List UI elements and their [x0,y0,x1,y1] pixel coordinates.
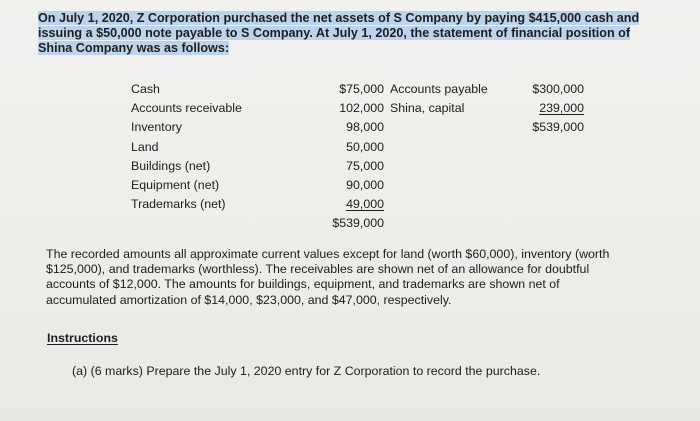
intro-line-1: On July 1, 2020, Z Corporation purchased the net assets of S Company by paying $415,000 cash and [38,11,640,25]
intro-line-3: Shina Company was as follows: [38,41,230,56]
asset-amounts-column [318,80,384,234]
paragraph-line: accounts of $12,000. The amounts for buildings, equipment, and trademarks are shown net of [46,277,560,292]
paragraph-line: accumulated amortization of $14,000, $23,000, and $47,000, respectively. [46,292,452,307]
asset-amount: 49,000 [346,197,384,212]
intro-line-2: issuing a $50,000 note payable to S Company. At July 1, 2020, the statement of financial position of [38,26,631,41]
liabilities-amounts-column [522,80,584,138]
asset-label: Buildings (net) [131,158,211,173]
paragraph-line: $125,000), and trademarks (worthless). The receivables are shown net of an allowance for doubtful [46,262,590,277]
paragraph-line: The recorded amounts all approximate current values except for land (worth $60,000), inventory (worth [46,247,610,261]
asset-amount: 102,000 [339,101,384,116]
asset-amount: 50,000 [346,139,384,154]
asset-amount: 98,000 [346,120,384,135]
equity-amount: 239,000 [539,101,584,116]
liabilities-labels-column [390,80,488,118]
instructions-heading: Instructions [47,331,118,345]
intro-paragraph [38,11,663,57]
equity-label: Shina, capital [390,101,465,116]
asset-label: Inventory [131,120,182,135]
asset-amount: $75,000 [339,82,384,96]
asset-label: Cash [131,82,160,96]
asset-label: Land [131,139,159,154]
asset-labels-column [131,80,242,214]
assets-total: $539,000 [332,216,384,231]
asset-amount: 90,000 [346,178,384,193]
valuation-paragraph [46,247,661,308]
asset-label: Accounts receivable [131,101,242,116]
asset-label: Equipment (net) [131,178,220,193]
liabilities-equity-total: $539,000 [532,120,584,135]
asset-amount: 75,000 [346,158,384,173]
liability-amount: $300,000 [532,82,584,96]
question-part-a: (a) (6 marks) Prepare the July 1, 2020 entry for Z Corporation to record the purchase. [72,364,541,378]
liability-label: Accounts payable [390,82,488,96]
asset-label: Trademarks (net) [131,197,226,212]
